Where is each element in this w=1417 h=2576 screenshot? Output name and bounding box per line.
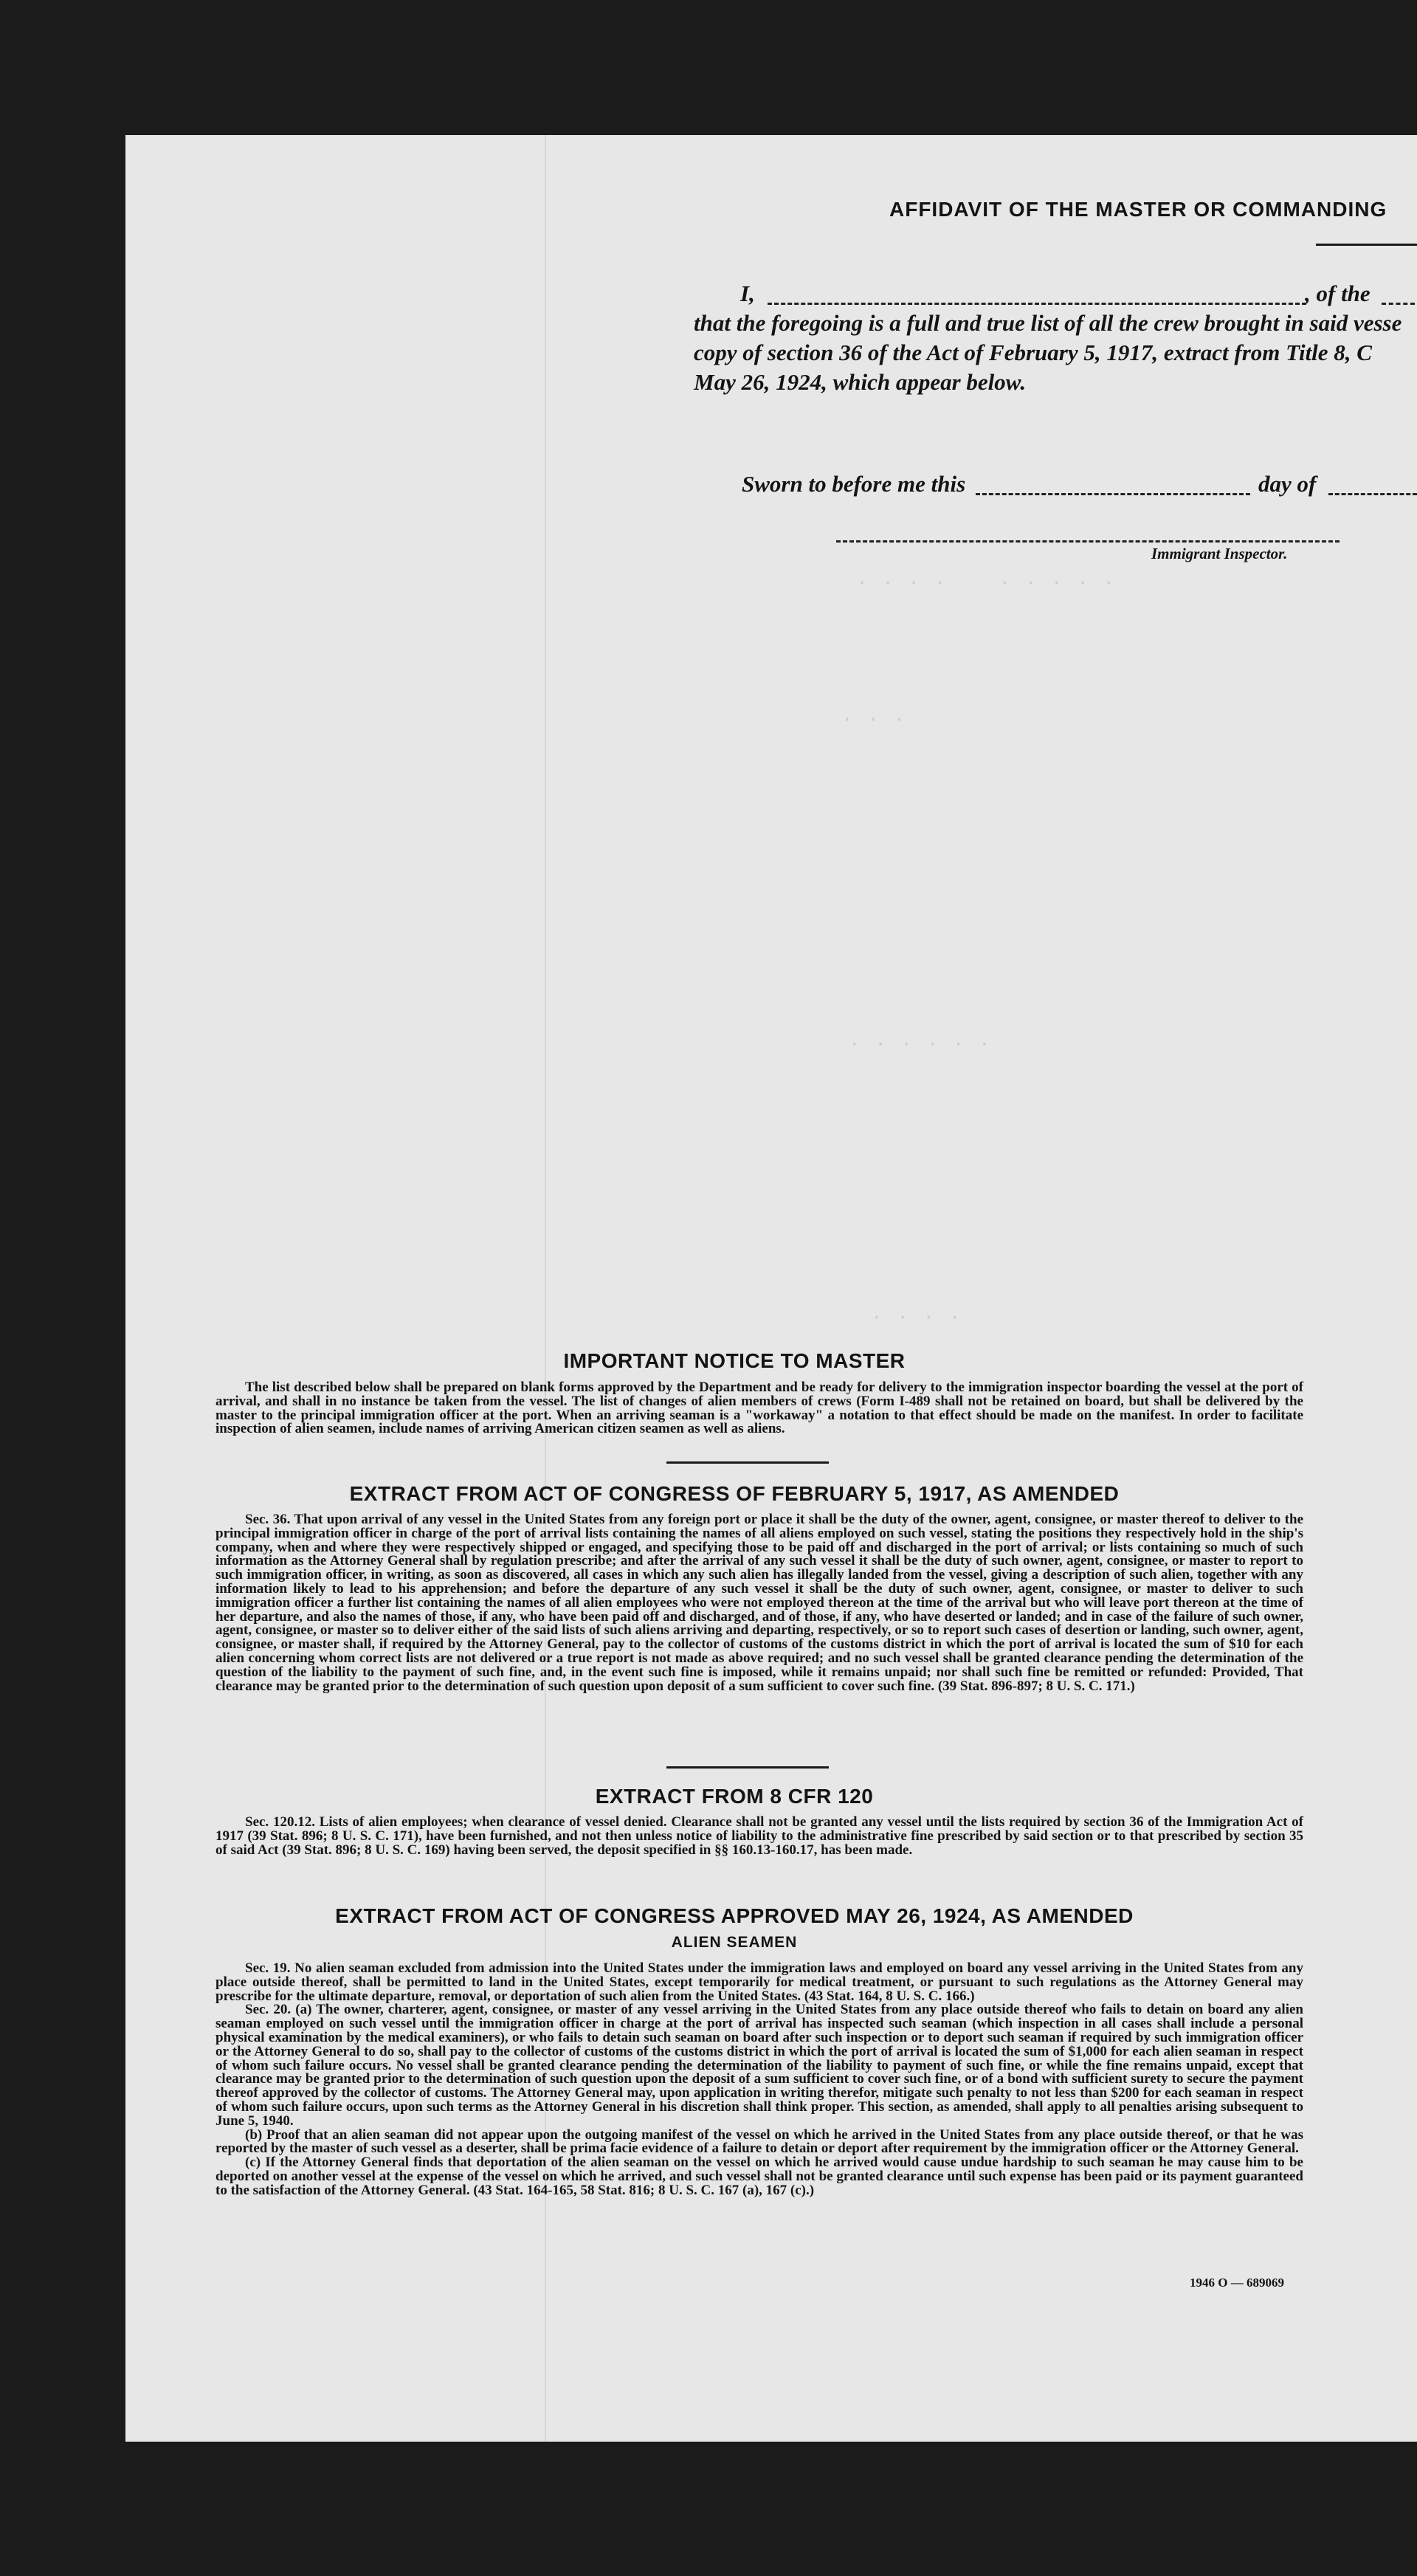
sec-36-paragraph: Sec. 36. That upon arrival of any vessel in the United States from any foreign port or place it shall be the duty of the owner, agent, consignee, or master thereof to deliver to the principal immigration officer in charge of the port of arrival lists containing the names of all aliens employed on such vessel, stating the positions they respectively hold in the ship's company, when and where they were respectively shipped or engaged, and specifying those to be paid off and discharged in the port of arrival; or lists containing so much of such information as the Attorney General shall by regulation prescribe; and after the arrival of any such vessel it shall be the duty of such owner, agent, consignee, or master to report to such immigration officer, in writing, as soon as discovered, all cases in which any such alien has illegally landed from the vessel, giving a description of such alien, together with any information likely to lead to his apprehension; and before the departure of any such vessel it shall be the duty of such owner, agent, consignee, or master to deliver to such immigration officer a further list containing the names of all alien employees who were not employed thereon at the time of the arrival but who will leave port thereon at the time of her departure, and also the names of those, if any, who have been paid off and discharged, and of those, if any, who have deserted or landed; and in case of the failure of such owner, agent, consignee, or master so to deliver either of the said lists of such aliens arriving and departing, respectively, or so to report such cases of desertion or landing, such owner, agent, consignee, or master shall, if required by the Attorney General, pay to the collector of customs of the customs district in which the port of arrival is located the sum of $10 for each alien concerning whom correct lists are not delivered or a true report is not made as above required; and no such vessel shall be granted clearance pending the determination of the question of the liability to the payment of such fine, and, in the event such fine is imposed, while it remains unpaid; nor shall such fine be remitted or refunded: Provided, That clearance may be granted prior to the determination of such question upon deposit of a sum sufficient to cover such fine. (39 Stat. 896-897; 8 U. S. C. 171.) — [216, 1512, 1303, 1694]
print-code: 1946 O — 689069 — [1190, 2276, 1284, 2290]
sec-20c-paragraph: (c) If the Attorney General finds that deportation of the alien seaman on the vessel on which he arrived would cause undue hardship to such seaman he may cause him to be deported on another vessel at the expense of the vessel on which he arrived, and such vessel shall not be granted clearance until such expense has been paid or its payment guaranteed to the satisfaction of the Attorney General. (43 Stat. 164-165, 58 Stat. 816; 8 U. S. C. 167 (a), 167 (c).) — [216, 2155, 1303, 2198]
bleed-through-mark: · · · · — [871, 1306, 962, 1329]
extract-cfr-title: EXTRACT FROM 8 CFR 120 — [595, 1785, 874, 1808]
notice-paragraph: The list described below shall be prepared on blank forms approved by the Department and be ready for delivery to the immigration inspector boarding the vessel at the port of arrival, and shall in no instance be taken from the vessel. The list of changes of alien members of crews (Form I-489 shall not be retained on board, but shall be delivered by the master to the principal immigration officer at the port. When an arriving seaman is a "workaway" a notation to that effect should be made on the manifest. In order to facilitate inspection of alien seamen, include names of arriving American citizen seamen as well as aliens. — [216, 1380, 1303, 1437]
title-rule — [1316, 244, 1417, 246]
affidavit-line-1-suffix: , of the — [1305, 280, 1371, 306]
month-blank — [1328, 493, 1417, 495]
extract-1917-title: EXTRACT FROM ACT OF CONGRESS OF FEBRUARY 5, 1917, AS AMENDED — [349, 1482, 1120, 1505]
sworn-label: Sworn to before me this — [742, 471, 966, 497]
extract-1924-body — [216, 1962, 1303, 2198]
affidavit-line-2: that the foregoing is a full and true list of all the crew brought in said vesse — [694, 310, 1402, 336]
section-divider — [666, 1766, 829, 1769]
sworn-date-blank — [976, 493, 1250, 495]
sec-19-paragraph: Sec. 19. No alien seaman excluded from admission into the United States under the immigration laws and employed on board any vessel arriving in the United States from any place outside thereof, shall be permitted to land in the United States, except temporarily for medical treatment, or pursuant to such regulations as the Attorney General may prescribe for the ultimate departure, removal, or deportation of such alien from the United States. (43 Stat. 164, 8 U. S. C. 166.) — [216, 1960, 1303, 2004]
affidavit-line-1-prefix: I, — [740, 280, 755, 306]
name-blank — [768, 303, 1306, 305]
bleed-through-mark: · · · — [841, 709, 907, 731]
sec-120-12-paragraph: Sec. 120.12. Lists of alien employees; when clearance of vessel denied. Clearance shall not be granted any vessel until the lists required by section 36 of the Immigration Act of 1917 (39 Stat. 896; 8 U. S. C. 171), have been furnished, and not then unless notice of liability to the administrative fine prescribed by said section or to that prescribed by section 35 of said Act (39 Stat. 896; 8 U. S. C. 169) having been served, the deposit specified in §§ 160.13-160.17, has been made. — [216, 1814, 1303, 1858]
alien-seamen-subtitle: ALIEN SEAMEN — [671, 1934, 798, 1951]
extract-cfr-body — [216, 1816, 1303, 1857]
affidavit-line-3: copy of section 36 of the Act of February 5, 1917, extract from Title 8, C — [694, 340, 1372, 365]
bleed-through-mark: · · · · · · · · · — [856, 572, 1117, 594]
vessel-blank — [1382, 303, 1415, 305]
bleed-through-mark: · · · · · · — [849, 1033, 992, 1055]
section-divider — [666, 1461, 829, 1464]
affidavit-title: AFFIDAVIT OF THE MASTER OR COMMANDING — [889, 198, 1387, 221]
extract-1917-body — [216, 1513, 1303, 1693]
extract-1924-title: EXTRACT FROM ACT OF CONGRESS APPROVED MAY 26, 1924, AS AMENDED — [335, 1904, 1134, 1927]
notice-title: IMPORTANT NOTICE TO MASTER — [563, 1349, 906, 1372]
inspector-label: Immigrant Inspector. — [1151, 545, 1288, 562]
sec-20a-paragraph: Sec. 20. (a) The owner, charterer, agent, consignee, or master of any vessel arriving in the United States from any place outside thereof who fails to detain on board any alien seaman employed on such vessel until the immigration officer in charge at the port of arrival has inspected such seaman (which inspection in all cases shall include a personal physical examination by the medical examiners), or who fails to detain such seaman on board after such inspection or to deport such seaman if required by such immigration officer or the Attorney General to do so, shall pay to the collector of customs of the customs district in which the port of arrival is located the sum of $1,000 for each alien seaman in respect of whom such failure occurs. No vessel shall be granted clearance pending the determination of the liability to payment of such fine, or while the fine remains unpaid, except that clearance may be granted prior to the determination of such question upon the deposit of a sum sufficient to cover such fine, or of a bond with sufficient surety to secure the payment thereof approved by the collector of customs. The Attorney General may, upon application in writing therefor, mitigate such penalty to not less than $200 for each seaman in respect of whom such failure occurs, upon such terms as the Attorney General in his discretion shall think proper. This section, as amended, shall apply to all penalties arising subsequent to June 5, 1940. — [216, 2002, 1303, 2129]
inspector-signature-line — [836, 540, 1340, 543]
affidavit-line-4: May 26, 1924, which appear below. — [694, 369, 1027, 395]
sec-20b-paragraph: (b) Proof that an alien seaman did not appear upon the outgoing manifest of the vessel on which he arrived in the United States from any place outside thereof, or that he was reported by the master of such vessel as a deserter, shall be prima facie evidence of a failure to detain or deport after requirement by the immigration officer or the Attorney General. — [216, 2126, 1303, 2157]
notice-body — [216, 1381, 1303, 1436]
day-of-label: day of — [1258, 471, 1317, 497]
